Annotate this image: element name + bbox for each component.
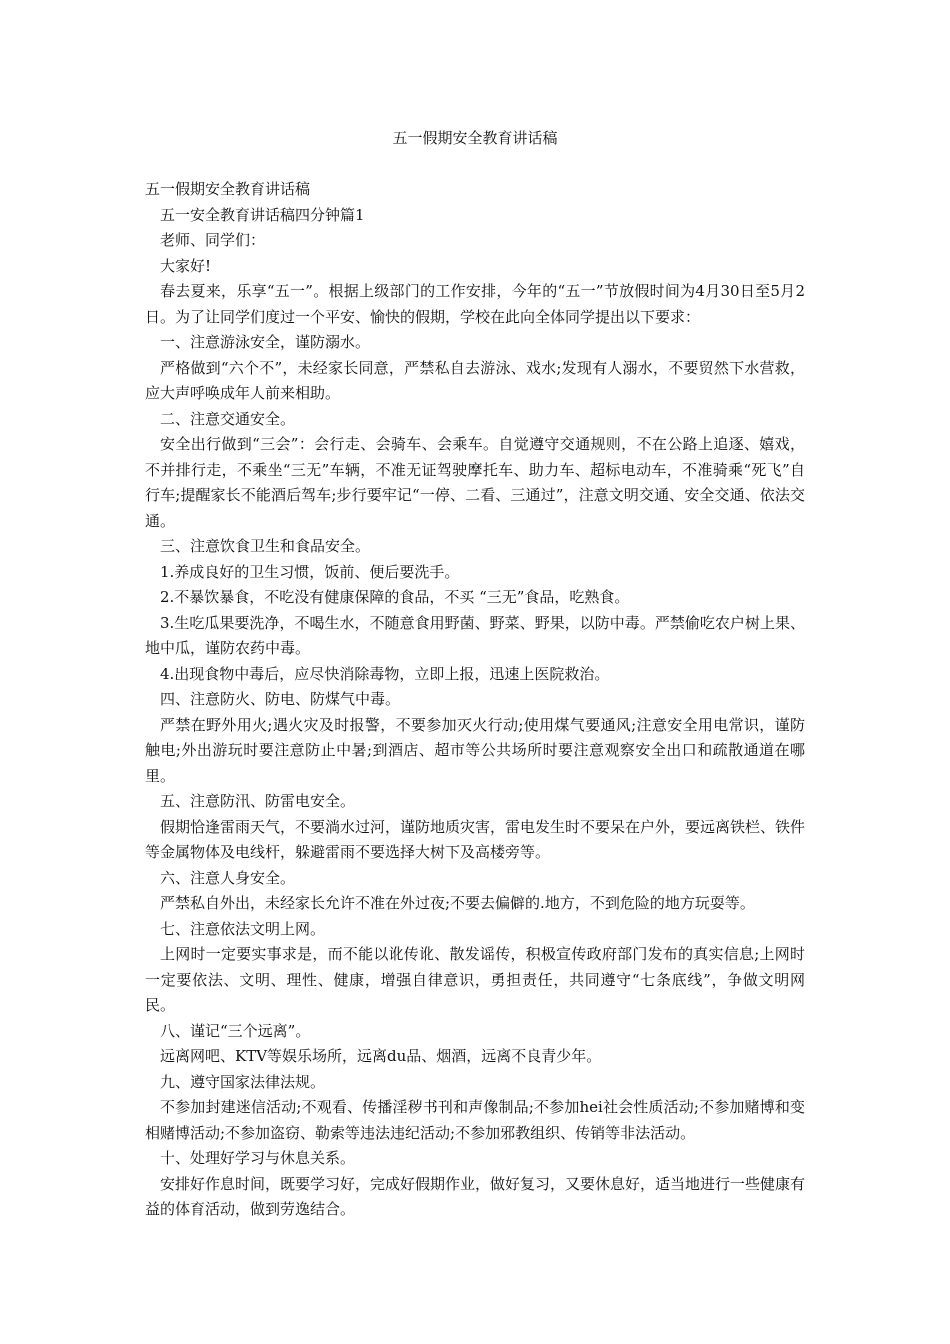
document-paragraph: 严格做到“六个不”，未经家长同意，严禁私自去游泳、戏水;发现有人溺水，不要贸然下水营救，应大声呼唤成年人前来相助。 [145,358,805,402]
document-paragraph: 老师、同学们： [160,231,266,249]
document-paragraph: 严禁私自外出，未经家长允许不准在外过夜;不要去偏僻的.地方，不到危险的地方玩耍等。 [160,894,755,912]
document-paragraph: 四、注意防火、防电、防煤气中毒。 [160,690,401,708]
document-paragraph: 一、注意游泳安全，谨防溺水。 [160,333,371,351]
document-paragraph: 安全出行做到“三会”：会行走、会骑车、会乘车。自觉遵守交通规则，不在公路上追逐、嬉戏，不并排行走，不乘坐“三无”车辆，不准无证驾驶摩托车、助力车、超标电动车，不准骑乘“死飞”自行车;提醒家长不能酒后驾车;步行要牢记“一停、二看、三通过”，注意文明交通、安全交通、依法交通。 [145,435,805,530]
document-paragraph: 安排好作息时间，既要学习好，完成好假期作业，做好复习，又要休息好，适当地进行一些健康有益的体育活动，做到劳逸结合。 [145,1174,806,1218]
document-paragraph: 4.出现食物中毒后，应尽快消除毒物，立即上报，迅速上医院救治。 [160,664,610,683]
document-paragraph: 不参加封建迷信活动;不观看、传播淫秽书刊和声像制品;不参加hei社会性质活动;不参加赌博和变相赌博活动;不参加盗窃、勒索等违法违纪活动;不参加邪教组织、传销等非法活动。 [145,1098,805,1142]
document-paragraph: 春去夏来，乐享“五一”。根据上级部门的工作安排，今年的“五一”节放假时间为4月30日至5月2日。为了让同学们度过一个平安、愉快的假期，学校在此向全体同学提出以下要求： [145,282,805,326]
document-paragraph: 严禁在野外用火;遇火灾及时报警，不要参加灭火行动;使用煤气要通风;注意安全用电常识，谨防触电;外出游玩时要注意防止中暑;到酒店、超市等公共场所时要注意观察安全出口和疏散通道在哪里。 [145,715,805,785]
document-paragraph: 假期恰逢雷雨天气，不要淌水过河，谨防地质灾害，雷电发生时不要呆在户外，要远离铁栏、铁件等金属物体及电线杆，躲避雷雨不要选择大树下及高楼旁等。 [145,817,806,861]
document-paragraph: 十、处理好学习与休息关系。 [160,1149,356,1167]
document-paragraph: 八、谨记“三个远离”。 [160,1021,311,1040]
document-paragraph: 五、注意防汛、防雷电安全。 [160,792,356,810]
document-paragraph: 五一假期安全教育讲话稿 [145,180,311,198]
document-paragraph: 三、注意饮食卫生和食品安全。 [160,537,371,555]
document-paragraph: 大家好! [160,256,212,275]
document-paragraph: 六、注意人身安全。 [160,868,296,887]
document-body [145,177,805,1223]
document-paragraph: 上网时一定要实事求是，而不能以讹传讹、散发谣传，积极宣传政府部门发布的真实信息;上网时一定要依法、文明、理性、健康，增强自律意识，勇担责任，共同遵守“七条底线”，争做文明网民。 [145,945,805,1014]
document-paragraph: 远离网吧、KTV等娱乐场所，远离du品、烟酒，远离不良青少年。 [160,1047,602,1065]
document-paragraph: 2.不暴饮暴食，不吃没有健康保障的食品，不买 “三无”食品，吃熟食。 [160,588,630,606]
document-title: 五一假期安全教育讲话稿 [392,129,558,147]
document-paragraph: 九、遵守国家法律法规。 [160,1072,326,1091]
document-paragraph: 七、注意依法文明上网。 [160,919,326,938]
document-paragraph: 1.养成良好的卫生习惯，饭前、便后要洗手。 [160,562,460,581]
document-paragraph: 二、注意交通安全。 [160,409,296,428]
document-paragraph: 3.生吃瓜果要洗净，不喝生水，不随意食用野菌、野菜、野果，以防中毒。严禁偷吃农户树上果、地中瓜，谨防农药中毒。 [145,613,805,657]
document-paragraph: 五一安全教育讲话稿四分钟篇1 [160,205,365,224]
